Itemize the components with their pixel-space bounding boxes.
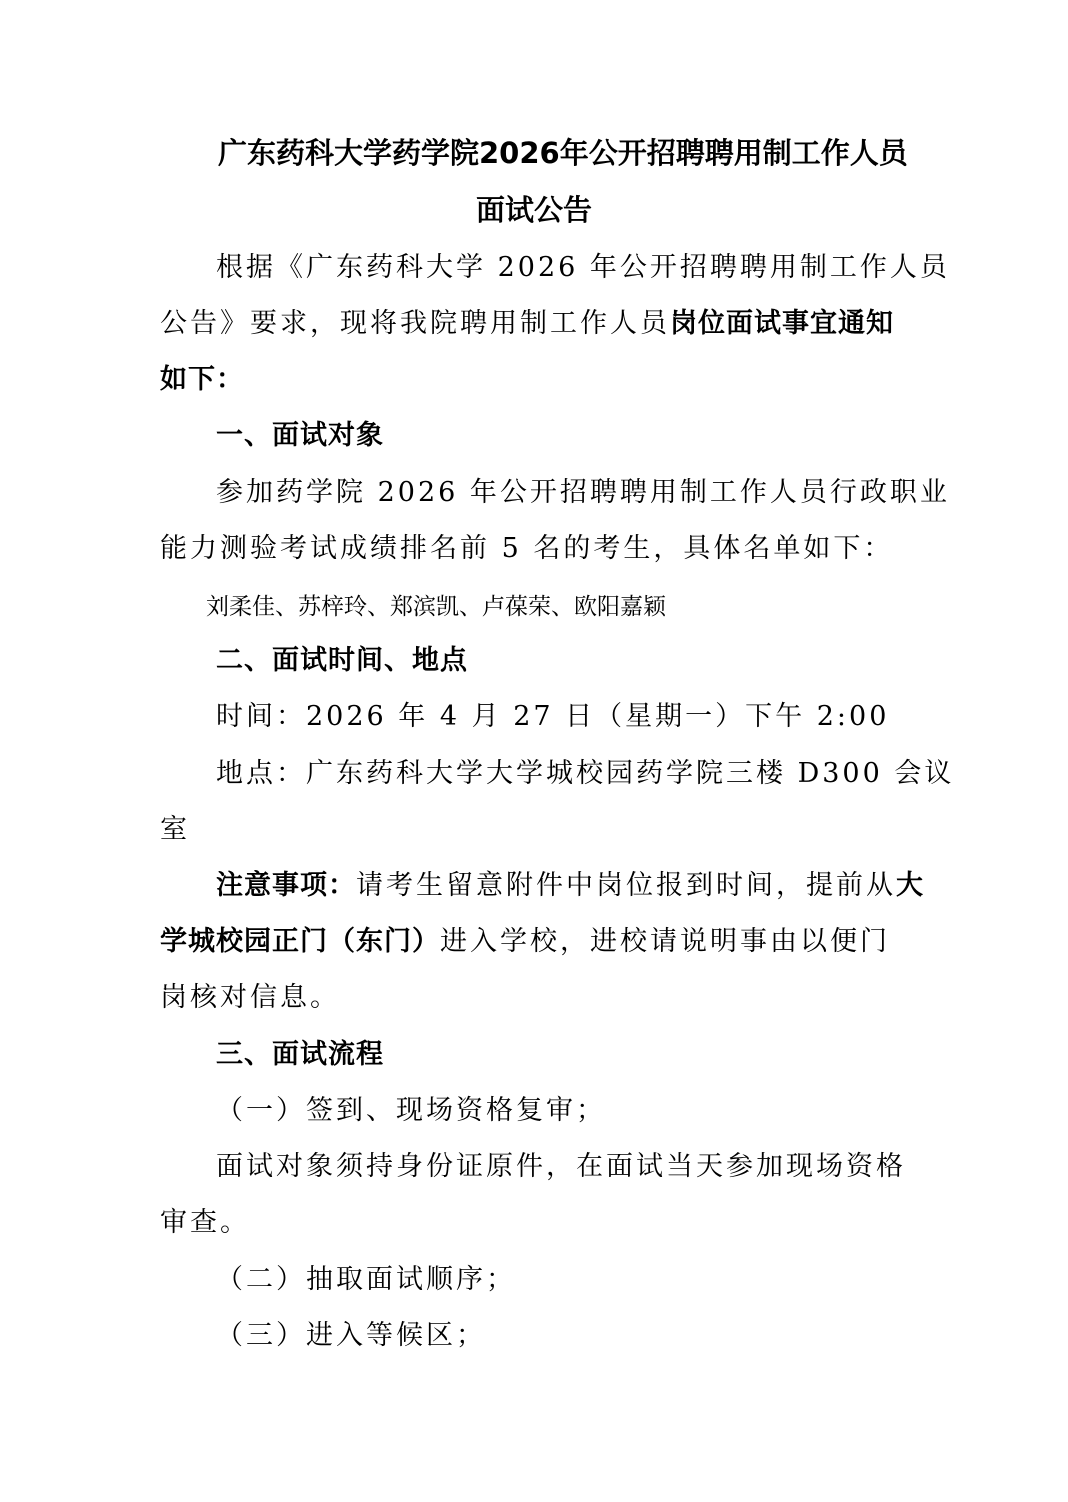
notice-line3: 岗核对信息。 bbox=[160, 982, 340, 1013]
process-step3: （三）进入等候区； bbox=[216, 1320, 486, 1351]
section1-heading: 一、面试对象 bbox=[216, 420, 384, 451]
intro-paragraph-line1: 根据《广东药科大学 2026 年公开招聘聘用制工作人员 bbox=[216, 252, 950, 283]
process-step1: （一）签到、现场资格复审； bbox=[216, 1095, 606, 1126]
interview-location-line1: 地点：广东药科大学大学城校园药学院三楼 D300 会议 bbox=[216, 758, 955, 789]
interview-location-line2: 室 bbox=[160, 814, 190, 845]
document-title-line1: 广东药科大学药学院2026年公开招聘聘用制工作人员 bbox=[218, 136, 908, 170]
section1-paragraph-line2: 能力测验考试成绩排名前 5 名的考生，具体名单如下： bbox=[160, 533, 894, 564]
notice-text: 请考生留意附件中岗位报到时间，提前从 bbox=[356, 870, 896, 901]
notice-text-2: 进入学校，进校请说明事由以便门 bbox=[440, 926, 890, 957]
intro-paragraph-line3: 如下： bbox=[160, 364, 244, 395]
process-step2: （二）抽取面试顺序； bbox=[216, 1264, 516, 1295]
section3-heading: 三、面试流程 bbox=[216, 1039, 384, 1070]
section2-heading: 二、面试时间、地点 bbox=[216, 645, 468, 676]
candidate-names: 刘柔佳、苏梓玲、郑滨凯、卢葆荣、欧阳嘉颖 bbox=[206, 594, 666, 620]
notice-line2 bbox=[160, 924, 890, 960]
notice-label: 注意事项： bbox=[216, 870, 356, 901]
interview-time: 时间：2026 年 4 月 27 日（星期一）下午 2:00 bbox=[216, 701, 890, 732]
process-step1-desc-line1: 面试对象须持身份证原件，在面试当天参加现场资格 bbox=[216, 1151, 906, 1182]
process-step1-desc-line2: 审查。 bbox=[160, 1207, 250, 1238]
notice-emphasis-gate: 学城校园正门（东门） bbox=[160, 926, 440, 957]
intro-emphasis: 岗位面试事宜通知 bbox=[670, 308, 894, 339]
section1-paragraph-line1: 参加药学院 2026 年公开招聘聘用制工作人员行政职业 bbox=[216, 477, 950, 508]
intro-paragraph-line2 bbox=[160, 306, 894, 342]
intro-text: 公告》要求，现将我院聘用制工作人员 bbox=[160, 308, 670, 339]
notice-line1 bbox=[216, 868, 924, 904]
document-title-line2: 面试公告 bbox=[476, 193, 593, 227]
notice-emphasis-start: 大 bbox=[896, 870, 924, 901]
